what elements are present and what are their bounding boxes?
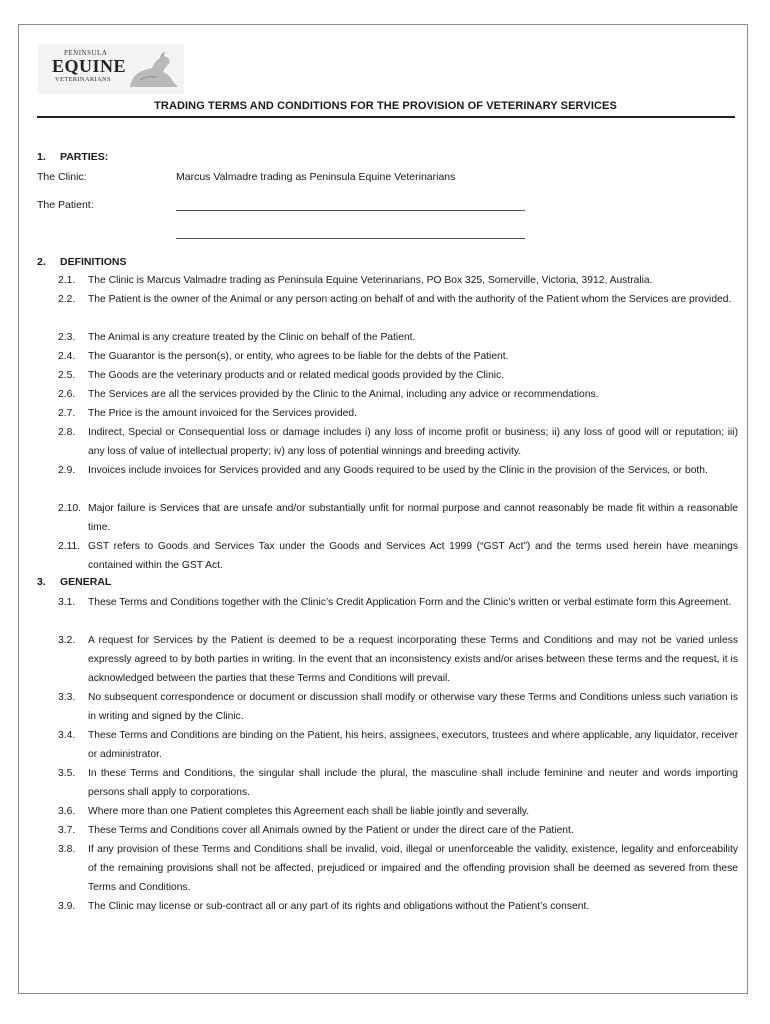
clause-number: 2.7. xyxy=(58,408,76,419)
clause-number: 2.10. xyxy=(58,503,81,514)
clause-text: The Goods are the veterinary products and or related medical goods provided by the Clinic. xyxy=(88,370,505,381)
section-heading-definitions: DEFINITIONS xyxy=(60,256,127,268)
clause-text: No subsequent correspondence or document or discussion shall modify or otherwise vary these Terms and Conditions unless such variation is in writing and signed by the Clinic. xyxy=(88,692,738,722)
clause-3-7 xyxy=(58,821,738,840)
logo-line-3: VETERINARIANS xyxy=(55,76,111,83)
clause-number: 2.4. xyxy=(58,351,76,362)
clause-number: 2.2. xyxy=(58,294,76,305)
clause-text: These Terms and Conditions together with the Clinic’s Credit Application Form and the Clinic’s written or verbal estimate form this Agreement. xyxy=(88,597,732,608)
clause-text: If any provision of these Terms and Conditions shall be invalid, void, illegal or unenforceable the validity, existence, legality and enforceability of the remaining provisions shall not be affected, prejudiced or impaired and the offending provision shall be deemed as severed from these Terms and Conditions. xyxy=(88,844,738,893)
clause-2-11 xyxy=(58,537,738,575)
logo-line-2: EQUINE xyxy=(52,56,127,76)
clause-3-3 xyxy=(58,688,738,726)
clause-number: 3.8. xyxy=(58,844,76,855)
clause-3-9 xyxy=(58,897,738,916)
section-heading-parties: PARTIES: xyxy=(60,151,109,163)
horse-icon xyxy=(126,50,180,90)
clause-text: The Clinic is Marcus Valmadre trading as Peninsula Equine Veterinarians, PO Box 325, Somerville, Victoria, 3912, Australia. xyxy=(88,275,653,286)
logo-line-1: PENINSULA xyxy=(64,49,108,57)
clause-2-1 xyxy=(58,271,738,290)
clause-text: In these Terms and Conditions, the singular shall include the plural, the masculine shall include feminine and neuter and words importing persons shall apply to corporations. xyxy=(88,768,738,798)
clause-2-3 xyxy=(58,328,738,347)
clause-text: Indirect, Special or Consequential loss or damage includes i) any loss of income profit or business; ii) any loss of good will or reputation; iii) any loss of value of intellectual property; iv) any loss of potential winnings and breeding activity. xyxy=(88,427,738,457)
title-rule xyxy=(37,116,735,118)
clause-3-2 xyxy=(58,631,738,688)
clause-text: The Clinic may license or sub-contract all or any part of its rights and obligations without the Patient’s consent. xyxy=(88,901,590,912)
clause-text: GST refers to Goods and Services Tax under the Goods and Services Act 1999 (“GST Act”) and the terms used herein have meanings contained within the GST Act. xyxy=(88,541,738,571)
clause-2-8 xyxy=(58,423,738,461)
clause-number: 3.7. xyxy=(58,825,76,836)
clause-3-6 xyxy=(58,802,738,821)
clause-2-6 xyxy=(58,385,738,404)
section-heading-general: GENERAL xyxy=(60,576,112,588)
clause-number: 2.6. xyxy=(58,389,76,400)
clinic-label: The Clinic: xyxy=(37,171,87,183)
clause-number: 2.3. xyxy=(58,332,76,343)
section-number: 3. xyxy=(37,576,46,588)
clause-text: Where more than one Patient completes this Agreement each shall be liable jointly and severally. xyxy=(88,806,530,817)
clause-number: 2.11. xyxy=(58,541,81,552)
patient-blank-line-2[interactable] xyxy=(176,238,525,239)
clause-2-2 xyxy=(58,290,738,309)
clause-number: 3.1. xyxy=(58,597,76,608)
clause-text: The Animal is any creature treated by the Clinic on behalf of the Patient. xyxy=(88,332,416,343)
document-title: TRADING TERMS AND CONDITIONS FOR THE PROVISION OF VETERINARY SERVICES xyxy=(154,100,617,112)
clause-2-9 xyxy=(58,461,738,480)
clause-text: A request for Services by the Patient is deemed to be a request incorporating these Terms and Conditions and may not be varied unless expressly agreed to by both parties in writing. In the event that an inconsistency exists and/or arises between these terms and the request, it is acknowledged between the parties that these Terms and Conditions will prevail. xyxy=(88,635,738,684)
clause-number: 2.1. xyxy=(58,275,76,286)
clause-text: These Terms and Conditions are binding on the Patient, his heirs, assignees, executors, trustees and where applicable, any liquidator, receiver or administrator. xyxy=(88,730,738,760)
section-number: 2. xyxy=(37,256,46,268)
clause-number: 3.2. xyxy=(58,635,76,646)
clause-text: The Patient is the owner of the Animal or any person acting on behalf of and with the authority of the Patient whom the Services are provided. xyxy=(88,294,732,305)
clause-2-5 xyxy=(58,366,738,385)
patient-blank-line-1[interactable] xyxy=(176,210,525,211)
clause-text: Invoices include invoices for Services provided and any Goods required to be used by the Clinic in the provision of the Services, or both. xyxy=(88,465,708,476)
clause-text: Major failure is Services that are unsafe and/or substantially unfit for normal purpose and cannot reasonably be made fit within a reasonable time. xyxy=(88,503,738,533)
clause-2-7 xyxy=(58,404,738,423)
clause-number: 3.4. xyxy=(58,730,76,741)
clause-2-4 xyxy=(58,347,738,366)
clause-number: 2.5. xyxy=(58,370,76,381)
clause-text: These Terms and Conditions cover all Animals owned by the Patient or under the direct care of the Patient. xyxy=(88,825,574,836)
clause-3-4 xyxy=(58,726,738,764)
clause-3-5 xyxy=(58,764,738,802)
clause-number: 2.8. xyxy=(58,427,76,438)
clause-text: The Guarantor is the person(s), or entity, who agrees to be liable for the debts of the Patient. xyxy=(88,351,509,362)
clause-number: 3.9. xyxy=(58,901,76,912)
clause-text: The Price is the amount invoiced for the Services provided. xyxy=(88,408,357,419)
section-number: 1. xyxy=(37,151,46,163)
clinic-logo xyxy=(38,44,184,94)
clause-number: 3.3. xyxy=(58,692,76,703)
clause-3-1 xyxy=(58,593,738,612)
clause-number: 2.9. xyxy=(58,465,76,476)
clause-number: 3.5. xyxy=(58,768,76,779)
patient-label: The Patient: xyxy=(37,199,94,211)
clinic-value: Marcus Valmadre trading as Peninsula Equine Veterinarians xyxy=(176,171,456,183)
clause-2-10 xyxy=(58,499,738,537)
clause-3-8 xyxy=(58,840,738,897)
clause-text: The Services are all the services provided by the Clinic to the Animal, including any advice or recommendations. xyxy=(88,389,599,400)
clause-number: 3.6. xyxy=(58,806,76,817)
